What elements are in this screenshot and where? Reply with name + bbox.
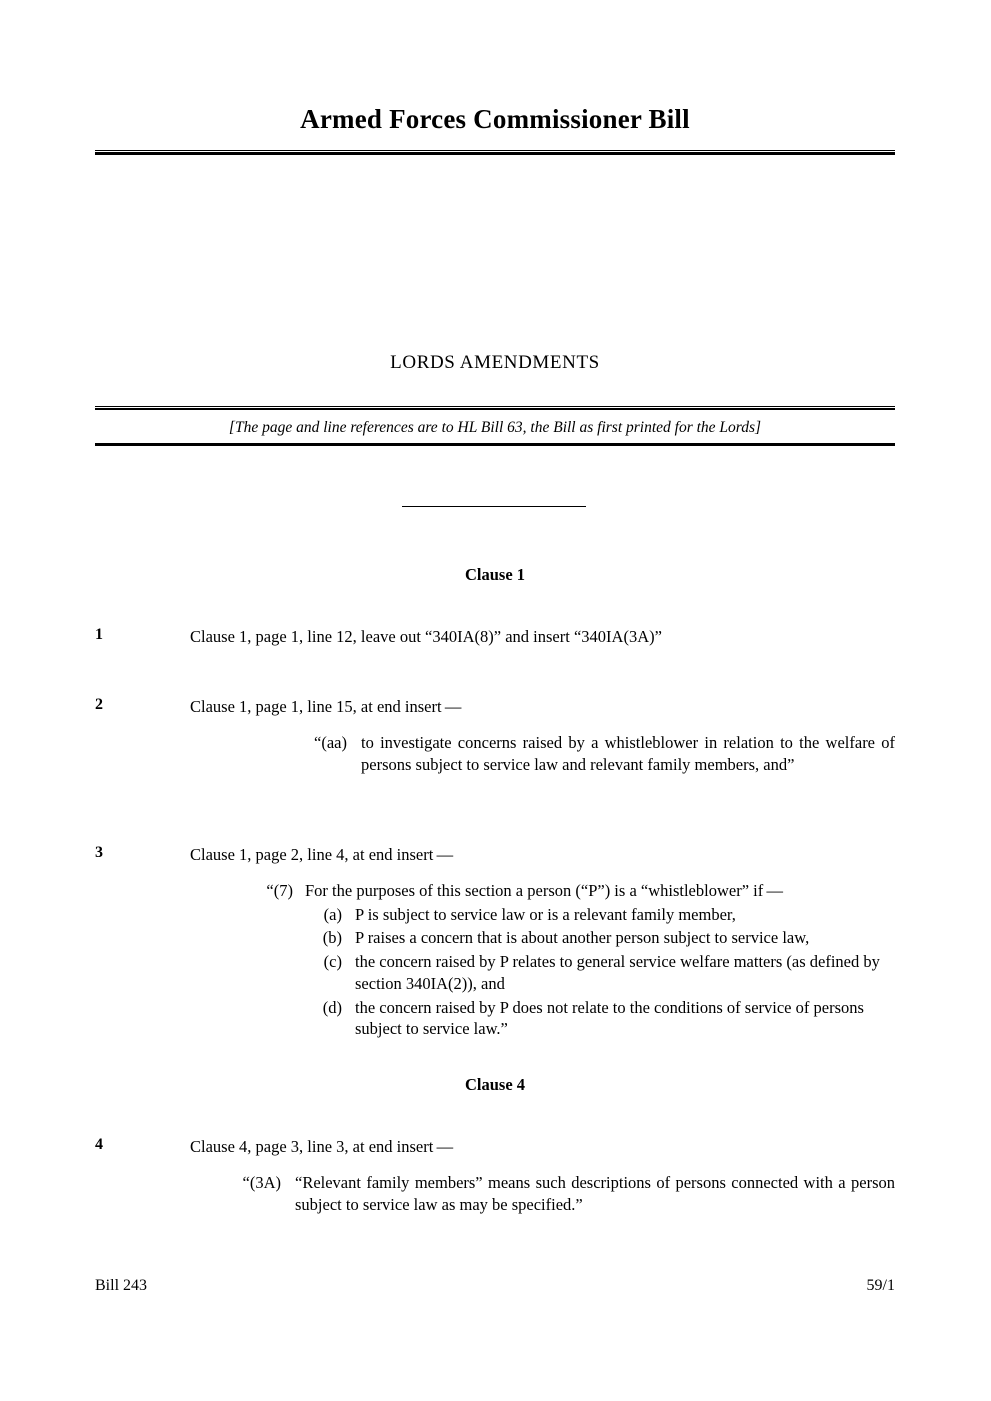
note-top-rule: [95, 406, 895, 410]
amendment-list-item: [300, 997, 895, 1041]
title-divider-rule: [95, 150, 895, 155]
amendment-entry-3: [95, 844, 895, 1040]
amendment-number: 1: [95, 626, 103, 643]
list-item-text: the concern raised by P relates to general service welfare matters (as defined by section 340IA(2)), and: [355, 952, 880, 993]
amendment-number: 4: [95, 1136, 103, 1153]
list-item-marker: (c): [323, 952, 342, 972]
amendment-subparagraph: [243, 880, 895, 902]
subparagraph-marker: “(3A): [242, 1172, 281, 1192]
amendment-list-item: [300, 904, 895, 926]
amendment-subparagraph: [215, 1172, 895, 1216]
amendment-number: 3: [95, 844, 103, 861]
clause-heading-4: Clause 4: [464, 1075, 526, 1094]
list-item-marker: (a): [323, 904, 342, 924]
subparagraph-text: “Relevant family members” means such descriptions of persons connected with a person subject to service law as may be specified.”: [295, 1172, 895, 1214]
amendment-lead-text: Clause 1, page 1, line 12, leave out “340IA(8)” and insert “340IA(3A)”: [190, 627, 662, 646]
list-item-marker: (d): [322, 997, 342, 1017]
amendment-lead-text: Clause 1, page 2, line 4, at end insert —: [190, 845, 454, 864]
amendment-entry-2: [95, 696, 895, 775]
subparagraph-marker: “(7): [266, 880, 293, 900]
amendment-lead-text: Clause 1, page 1, line 15, at end insert —: [190, 697, 462, 716]
subparagraph-text: to investigate concerns raised by a whistleblower in relation to the welfare of persons subject to service law and relevant family members, and”: [361, 732, 895, 774]
amendment-number: 2: [95, 696, 103, 713]
page-title: Armed Forces Commissioner Bill: [300, 104, 690, 134]
amendment-entry-1: [95, 626, 895, 648]
list-item-text: the concern raised by P does not relate to the conditions of service of persons subject to service law.”: [355, 997, 864, 1039]
footer-page-reference: 59/1: [866, 1277, 895, 1294]
amendment-list-item: [300, 927, 895, 949]
list-item-text: P is subject to service law or is a relevant family member,: [355, 904, 736, 924]
subparagraph-marker: “(aa): [314, 732, 347, 752]
amendment-subparagraph: [285, 732, 895, 776]
clause-heading-1: Clause 1: [464, 565, 526, 584]
section-heading: LORDS AMENDMENTS: [390, 352, 600, 373]
section-separator-rule: [402, 506, 586, 507]
footer-bill-number: Bill 243: [95, 1277, 148, 1294]
reference-note: [The page and line references are to HL Bill 63, the Bill as first printed for the Lords]: [228, 419, 762, 436]
list-item-text: P raises a concern that is about another person subject to service law,: [355, 928, 810, 948]
note-bottom-rule: [95, 443, 895, 446]
page-footer: [95, 1277, 895, 1295]
amendment-entry-4: [95, 1136, 895, 1215]
amendment-lead-text: Clause 4, page 3, line 3, at end insert —: [190, 1137, 454, 1156]
list-item-marker: (b): [322, 928, 342, 948]
amendment-list-item: [300, 951, 895, 995]
subparagraph-text: For the purposes of this section a person (“P”) is a “whistleblower” if —: [305, 880, 784, 900]
